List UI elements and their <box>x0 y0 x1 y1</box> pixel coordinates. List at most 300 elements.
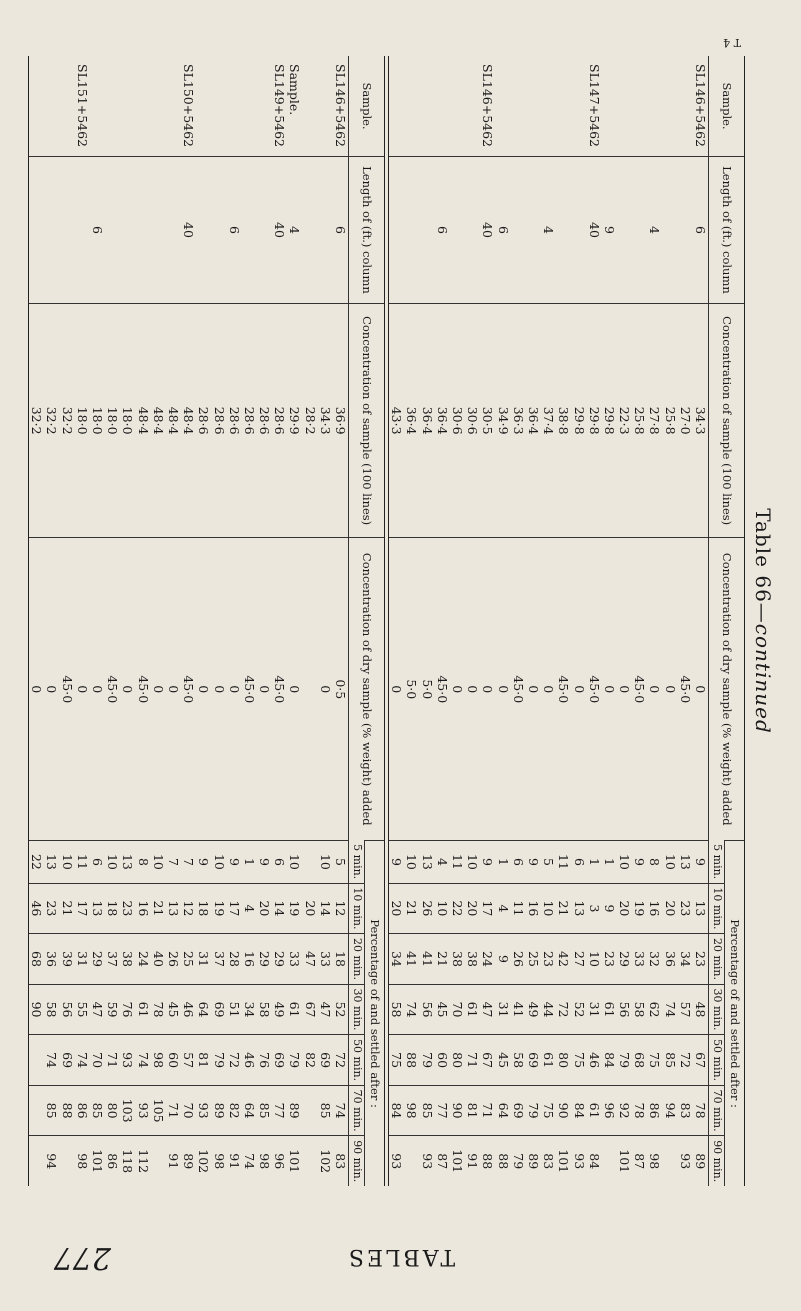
cell-value: 47 <box>318 984 333 1035</box>
cell-value: 78 <box>151 984 166 1035</box>
data-table-2 <box>30 56 385 1186</box>
cell-value: 82 <box>303 1035 318 1086</box>
cell-added: 0 <box>496 538 511 841</box>
cell-value: 57 <box>182 1035 197 1086</box>
table-row <box>466 56 481 1186</box>
cell-value: 10 <box>466 841 481 883</box>
cell-value: 76 <box>121 984 136 1035</box>
cell-sample <box>542 56 557 157</box>
cell-value: 86 <box>75 1085 90 1136</box>
col-time-3: 30 min. <box>709 984 725 1035</box>
cell-length <box>633 157 648 304</box>
cell-added: 45·0 <box>242 538 257 841</box>
cell-value: 58 <box>511 1035 526 1086</box>
table-row <box>663 56 678 1186</box>
col-time-6: 90 min. <box>349 1136 365 1186</box>
cell-value: 96 <box>273 1136 288 1186</box>
cell-length: 6 <box>333 157 349 304</box>
cell-value: 4 <box>496 883 511 934</box>
cell-added: 45·0 <box>60 538 75 841</box>
cell-value: 74 <box>405 984 420 1035</box>
cell-value: 88 <box>481 1136 496 1186</box>
cell-value: 91 <box>466 1136 481 1186</box>
cell-added: 0 <box>197 538 212 841</box>
cell-value: 19 <box>212 883 227 934</box>
cell-added: 0 <box>648 538 663 841</box>
cell-value: 90 <box>450 1085 465 1136</box>
cell-conc: 30·6 <box>466 303 481 537</box>
cell-length <box>121 157 136 304</box>
table-row <box>318 56 333 1186</box>
cell-value: 91 <box>227 1136 242 1186</box>
cell-conc: 48·4 <box>166 303 181 537</box>
cell-value <box>30 1085 45 1136</box>
cell-value: 9 <box>197 841 212 883</box>
cell-value: 56 <box>617 984 632 1035</box>
cell-sample <box>106 56 121 157</box>
cell-added: 0 <box>45 538 60 841</box>
cell-added: 0 <box>151 538 166 841</box>
cell-added: 5·0 <box>405 538 420 841</box>
table-continued: —continued <box>751 602 776 734</box>
cell-value: 1 <box>602 841 617 883</box>
cell-value: 98 <box>648 1136 663 1186</box>
page-number: 277 <box>53 1240 111 1275</box>
cell-value: 74 <box>136 1035 151 1086</box>
cell-value: 13 <box>166 883 181 934</box>
cell-conc: 27·0 <box>678 303 693 537</box>
cell-value: 13 <box>90 883 105 934</box>
cell-value: 41 <box>420 934 435 985</box>
cell-value: 52 <box>572 984 587 1035</box>
col-time-4: 50 min. <box>349 1035 365 1086</box>
cell-value: 5 <box>542 841 557 883</box>
table-row <box>212 56 227 1186</box>
cell-value: 61 <box>136 984 151 1035</box>
cell-value: 5 <box>333 841 349 883</box>
cell-sample <box>526 56 541 157</box>
cell-value: 33 <box>633 934 648 985</box>
cell-value: 21 <box>435 934 450 985</box>
cell-value: 13 <box>121 841 136 883</box>
cell-value: 48 <box>693 984 709 1035</box>
cell-sample <box>450 56 465 157</box>
cell-length: 9 <box>602 157 617 304</box>
cell-value: 75 <box>542 1085 557 1136</box>
cell-value: 61 <box>466 984 481 1035</box>
cell-value: 89 <box>182 1136 197 1186</box>
cell-value: 6 <box>572 841 587 883</box>
table-panel-1 <box>389 56 746 1186</box>
cell-value: 58 <box>633 984 648 1035</box>
cell-value: 64 <box>197 984 212 1035</box>
cell-value: 79 <box>212 1035 227 1086</box>
cell-length <box>60 157 75 304</box>
cell-value: 67 <box>693 1035 709 1086</box>
cell-value: 93 <box>390 1136 405 1186</box>
cell-value: 19 <box>288 883 303 934</box>
cell-sample <box>496 56 511 157</box>
table-row <box>227 56 242 1186</box>
cell-value: 88 <box>60 1085 75 1136</box>
cell-value: 86 <box>648 1085 663 1136</box>
cell-value: 29 <box>90 934 105 985</box>
cell-added: 0 <box>693 538 709 841</box>
cell-value: 23 <box>45 883 60 934</box>
cell-value: 71 <box>166 1085 181 1136</box>
cell-value: 9 <box>693 841 709 883</box>
col-length: Length of (ft.) column <box>349 157 384 304</box>
cell-value: 23 <box>542 934 557 985</box>
cell-value: 72 <box>333 1035 349 1086</box>
cell-length <box>45 157 60 304</box>
cell-value: 41 <box>511 984 526 1035</box>
cell-value: 93 <box>197 1085 212 1136</box>
cell-value: 37 <box>212 934 227 985</box>
cell-sample: Sample. <box>288 64 303 116</box>
cell-conc: 28·6 <box>242 303 257 537</box>
cell-value: 39 <box>60 934 75 985</box>
cell-value: 57 <box>678 984 693 1035</box>
cell-value: 20 <box>390 883 405 934</box>
cell-added <box>303 538 318 841</box>
cell-value: 74 <box>75 1035 90 1086</box>
cell-value: 47 <box>481 984 496 1035</box>
cell-value: 87 <box>633 1136 648 1186</box>
cell-value: 13 <box>45 841 60 883</box>
cell-value: 13 <box>572 883 587 934</box>
cell-value: 16 <box>242 934 257 985</box>
cell-value: 80 <box>450 1035 465 1086</box>
table-row <box>420 56 435 1186</box>
col-conc-added: Concentration of dry sample (% weight) added <box>349 538 384 841</box>
cell-sample <box>572 56 587 157</box>
cell-value: 9 <box>526 841 541 883</box>
table-row <box>633 56 648 1186</box>
cell-value <box>60 1136 75 1186</box>
cell-conc: 28·6 <box>257 303 272 537</box>
table-row <box>390 56 405 1186</box>
table-row <box>587 56 602 1186</box>
cell-value: 20 <box>303 883 318 934</box>
cell-conc: 29·8 <box>587 303 602 537</box>
cell-length <box>511 157 526 304</box>
cell-value: 25 <box>526 934 541 985</box>
cell-sample <box>390 56 405 157</box>
cell-value: 23 <box>693 934 709 985</box>
table-row <box>678 56 693 1186</box>
cell-sample <box>420 56 435 157</box>
table-row <box>602 56 617 1186</box>
cell-value: 52 <box>333 984 349 1035</box>
cell-value: 10 <box>60 841 75 883</box>
cell-conc: 36·3 <box>511 303 526 537</box>
cell-added: 0 <box>227 538 242 841</box>
cell-value: 58 <box>257 984 272 1035</box>
cell-value: 98 <box>75 1136 90 1186</box>
cell-value: 32 <box>648 934 663 985</box>
cell-value: 34 <box>390 934 405 985</box>
cell-sample: SL147+5462 <box>587 64 603 148</box>
cell-value: 64 <box>496 1085 511 1136</box>
cell-sample <box>90 56 105 157</box>
cell-value: 21 <box>557 883 572 934</box>
cell-conc: 29·8 <box>602 303 617 537</box>
cell-added: 0 <box>542 538 557 841</box>
cell-value <box>30 1035 45 1086</box>
table-row <box>693 56 709 1186</box>
cell-value: 6 <box>90 841 105 883</box>
cell-sample <box>678 56 693 157</box>
cell-conc: 34·9 <box>496 303 511 537</box>
cell-length <box>617 157 632 304</box>
table-row <box>303 56 318 1186</box>
cell-value: 1 <box>587 841 602 883</box>
cell-value: 11 <box>450 841 465 883</box>
cell-value: 85 <box>45 1085 60 1136</box>
cell-length <box>303 157 318 304</box>
cell-conc: 36·4 <box>405 303 420 537</box>
table-title <box>752 26 776 1216</box>
cell-value: 16 <box>136 883 151 934</box>
cell-length <box>678 157 693 304</box>
cell-value: 83 <box>678 1085 693 1136</box>
cell-value: 69 <box>212 984 227 1035</box>
cell-value: 56 <box>420 984 435 1035</box>
cell-value: 51 <box>227 984 242 1035</box>
cell-value: 13 <box>678 841 693 883</box>
cell-value: 85 <box>257 1085 272 1136</box>
col-time-2: 20 min. <box>709 934 725 985</box>
cell-added: 0 <box>212 538 227 841</box>
cell-value: 45 <box>435 984 450 1035</box>
cell-value: 79 <box>511 1136 526 1186</box>
table-row <box>511 56 526 1186</box>
table-row <box>90 56 105 1186</box>
cell-value: 23 <box>602 934 617 985</box>
table-row <box>450 56 465 1186</box>
cell-conc: 37·4 <box>542 303 557 537</box>
cell-value: 60 <box>166 1035 181 1086</box>
cell-conc: 28·6 <box>212 303 227 537</box>
cell-length <box>405 157 420 304</box>
col-time-5: 70 min. <box>709 1085 725 1136</box>
cell-sample <box>557 56 572 157</box>
table-row <box>257 56 272 1186</box>
cell-value: 80 <box>557 1035 572 1086</box>
cell-value: 67 <box>303 984 318 1035</box>
table-row <box>182 56 197 1186</box>
col-percentage-group: Percentage of and settled after : <box>365 841 385 1186</box>
cell-added: 45·0 <box>557 538 572 841</box>
cell-value: 7 <box>182 841 197 883</box>
cell-value: 74 <box>663 984 678 1035</box>
cell-length <box>212 157 227 304</box>
cell-value: 9 <box>496 934 511 985</box>
table-row <box>648 56 663 1186</box>
cell-value: 29 <box>273 934 288 985</box>
table-panel-2 <box>29 56 386 1186</box>
col-time-6: 90 min. <box>709 1136 725 1186</box>
cell-value: 78 <box>633 1085 648 1136</box>
cell-value: 90 <box>557 1085 572 1136</box>
cell-value: 18 <box>333 934 349 985</box>
cell-value: 20 <box>466 883 481 934</box>
cell-value <box>151 1136 166 1186</box>
cell-value: 7 <box>166 841 181 883</box>
cell-value: 70 <box>182 1085 197 1136</box>
cell-value <box>30 1136 45 1186</box>
cell-value: 83 <box>333 1136 349 1186</box>
cell-added: 45·0 <box>678 538 693 841</box>
cell-value: 79 <box>288 1035 303 1086</box>
cell-conc: 34·3 <box>318 303 333 537</box>
cell-added: 0 <box>466 538 481 841</box>
cell-value: 10 <box>663 841 678 883</box>
cell-value: 10 <box>542 883 557 934</box>
cell-value: 27 <box>572 934 587 985</box>
cell-value: 31 <box>587 984 602 1035</box>
table-row <box>333 56 349 1186</box>
cell-value: 14 <box>318 883 333 934</box>
cell-length <box>420 157 435 304</box>
cell-value: 80 <box>106 1085 121 1136</box>
cell-value: 1 <box>242 841 257 883</box>
cell-length <box>526 157 541 304</box>
table-row <box>30 56 45 1186</box>
col-time-2: 20 min. <box>349 934 365 985</box>
cell-value: 98 <box>405 1085 420 1136</box>
cell-value: 38 <box>450 934 465 985</box>
cell-value: 40 <box>151 934 166 985</box>
cell-sample <box>136 56 151 157</box>
cell-value: 17 <box>481 883 496 934</box>
cell-value: 29 <box>617 934 632 985</box>
cell-length: 6 <box>227 157 242 304</box>
cell-conc: 27·8 <box>648 303 663 537</box>
cell-conc: 18·0 <box>75 303 90 537</box>
cell-value: 18 <box>106 883 121 934</box>
table-row <box>572 56 587 1186</box>
cell-conc: 22·3 <box>617 303 632 537</box>
cell-length <box>257 157 272 304</box>
cell-added: 0 <box>257 538 272 841</box>
cell-conc: 32·2 <box>45 303 60 537</box>
cell-value: 81 <box>466 1085 481 1136</box>
table-row <box>197 56 212 1186</box>
cell-sample <box>60 56 75 157</box>
cell-length: 4 <box>288 157 303 304</box>
cell-value: 101 <box>288 1136 303 1186</box>
cell-conc: 32·2 <box>60 303 75 537</box>
cell-value: 68 <box>30 934 45 985</box>
cell-value: 21 <box>405 883 420 934</box>
cell-value: 20 <box>663 883 678 934</box>
cell-value: 34 <box>678 934 693 985</box>
cell-value: 45 <box>166 984 181 1035</box>
cell-value: 84 <box>587 1136 602 1186</box>
cell-sample: SL150+5462 <box>181 64 197 148</box>
cell-value: 88 <box>405 1035 420 1086</box>
cell-length <box>30 157 45 304</box>
cell-length <box>166 157 181 304</box>
cell-value: 16 <box>648 883 663 934</box>
table-row <box>273 56 288 1186</box>
cell-value: 118 <box>121 1136 136 1186</box>
cell-sample <box>197 56 212 157</box>
cell-value: 69 <box>60 1035 75 1086</box>
cell-sample <box>45 56 60 157</box>
cell-sample: SL146+5462 <box>333 64 349 148</box>
cell-added: 45·0 <box>435 538 450 841</box>
cell-value: 85 <box>318 1085 333 1136</box>
cell-value: 103 <box>121 1085 136 1136</box>
cell-value: 26 <box>420 883 435 934</box>
cell-value: 82 <box>227 1085 242 1136</box>
cell-value: 79 <box>617 1035 632 1086</box>
cell-value: 60 <box>435 1035 450 1086</box>
cell-length: 4 <box>648 157 663 304</box>
cell-value: 9 <box>602 883 617 934</box>
cell-added: 0 <box>617 538 632 841</box>
cell-value: 71 <box>481 1085 496 1136</box>
cell-conc: 28·6 <box>227 303 242 537</box>
cell-value: 59 <box>106 984 121 1035</box>
cell-value: 18 <box>197 883 212 934</box>
cell-sample: SL146+5462 <box>480 64 496 148</box>
cell-value <box>303 1085 318 1136</box>
cell-value: 9 <box>227 841 242 883</box>
cell-value: 101 <box>557 1136 572 1186</box>
cell-sample <box>617 56 632 157</box>
cell-conc: 29·8 <box>572 303 587 537</box>
cell-value: 58 <box>390 984 405 1035</box>
cell-value: 89 <box>526 1136 541 1186</box>
cell-value: 36 <box>45 934 60 985</box>
cell-value: 70 <box>450 984 465 1035</box>
cell-value: 10 <box>435 883 450 934</box>
cell-value: 13 <box>420 841 435 883</box>
cell-length: 40 <box>587 157 602 304</box>
cell-value: 79 <box>526 1085 541 1136</box>
cell-length <box>151 157 166 304</box>
cell-added: 0 <box>390 538 405 841</box>
cell-added: 45·0 <box>273 538 288 841</box>
cell-value: 92 <box>617 1085 632 1136</box>
cell-sample <box>466 56 481 157</box>
cell-conc: 36·4 <box>435 303 450 537</box>
cell-value: 36 <box>663 934 678 985</box>
cell-value: 69 <box>318 1035 333 1086</box>
cell-sample <box>602 56 617 157</box>
col-concentration: Concentration of sample (100 lines) <box>349 303 384 537</box>
cell-conc: 18·0 <box>121 303 136 537</box>
cell-value: 10 <box>617 841 632 883</box>
table-row <box>242 56 257 1186</box>
cell-value: 112 <box>136 1136 151 1186</box>
table-label: Table 66 <box>751 508 776 603</box>
table-row <box>288 56 303 1186</box>
cell-value: 33 <box>288 934 303 985</box>
cell-length <box>663 157 678 304</box>
cell-value: 58 <box>45 984 60 1035</box>
cell-value <box>303 1136 318 1186</box>
cell-value: 84 <box>390 1085 405 1136</box>
col-concentration: Concentration of sample (100 lines) <box>709 303 744 537</box>
cell-value: 94 <box>45 1136 60 1186</box>
cell-value: 67 <box>481 1035 496 1086</box>
cell-value: 49 <box>273 984 288 1035</box>
